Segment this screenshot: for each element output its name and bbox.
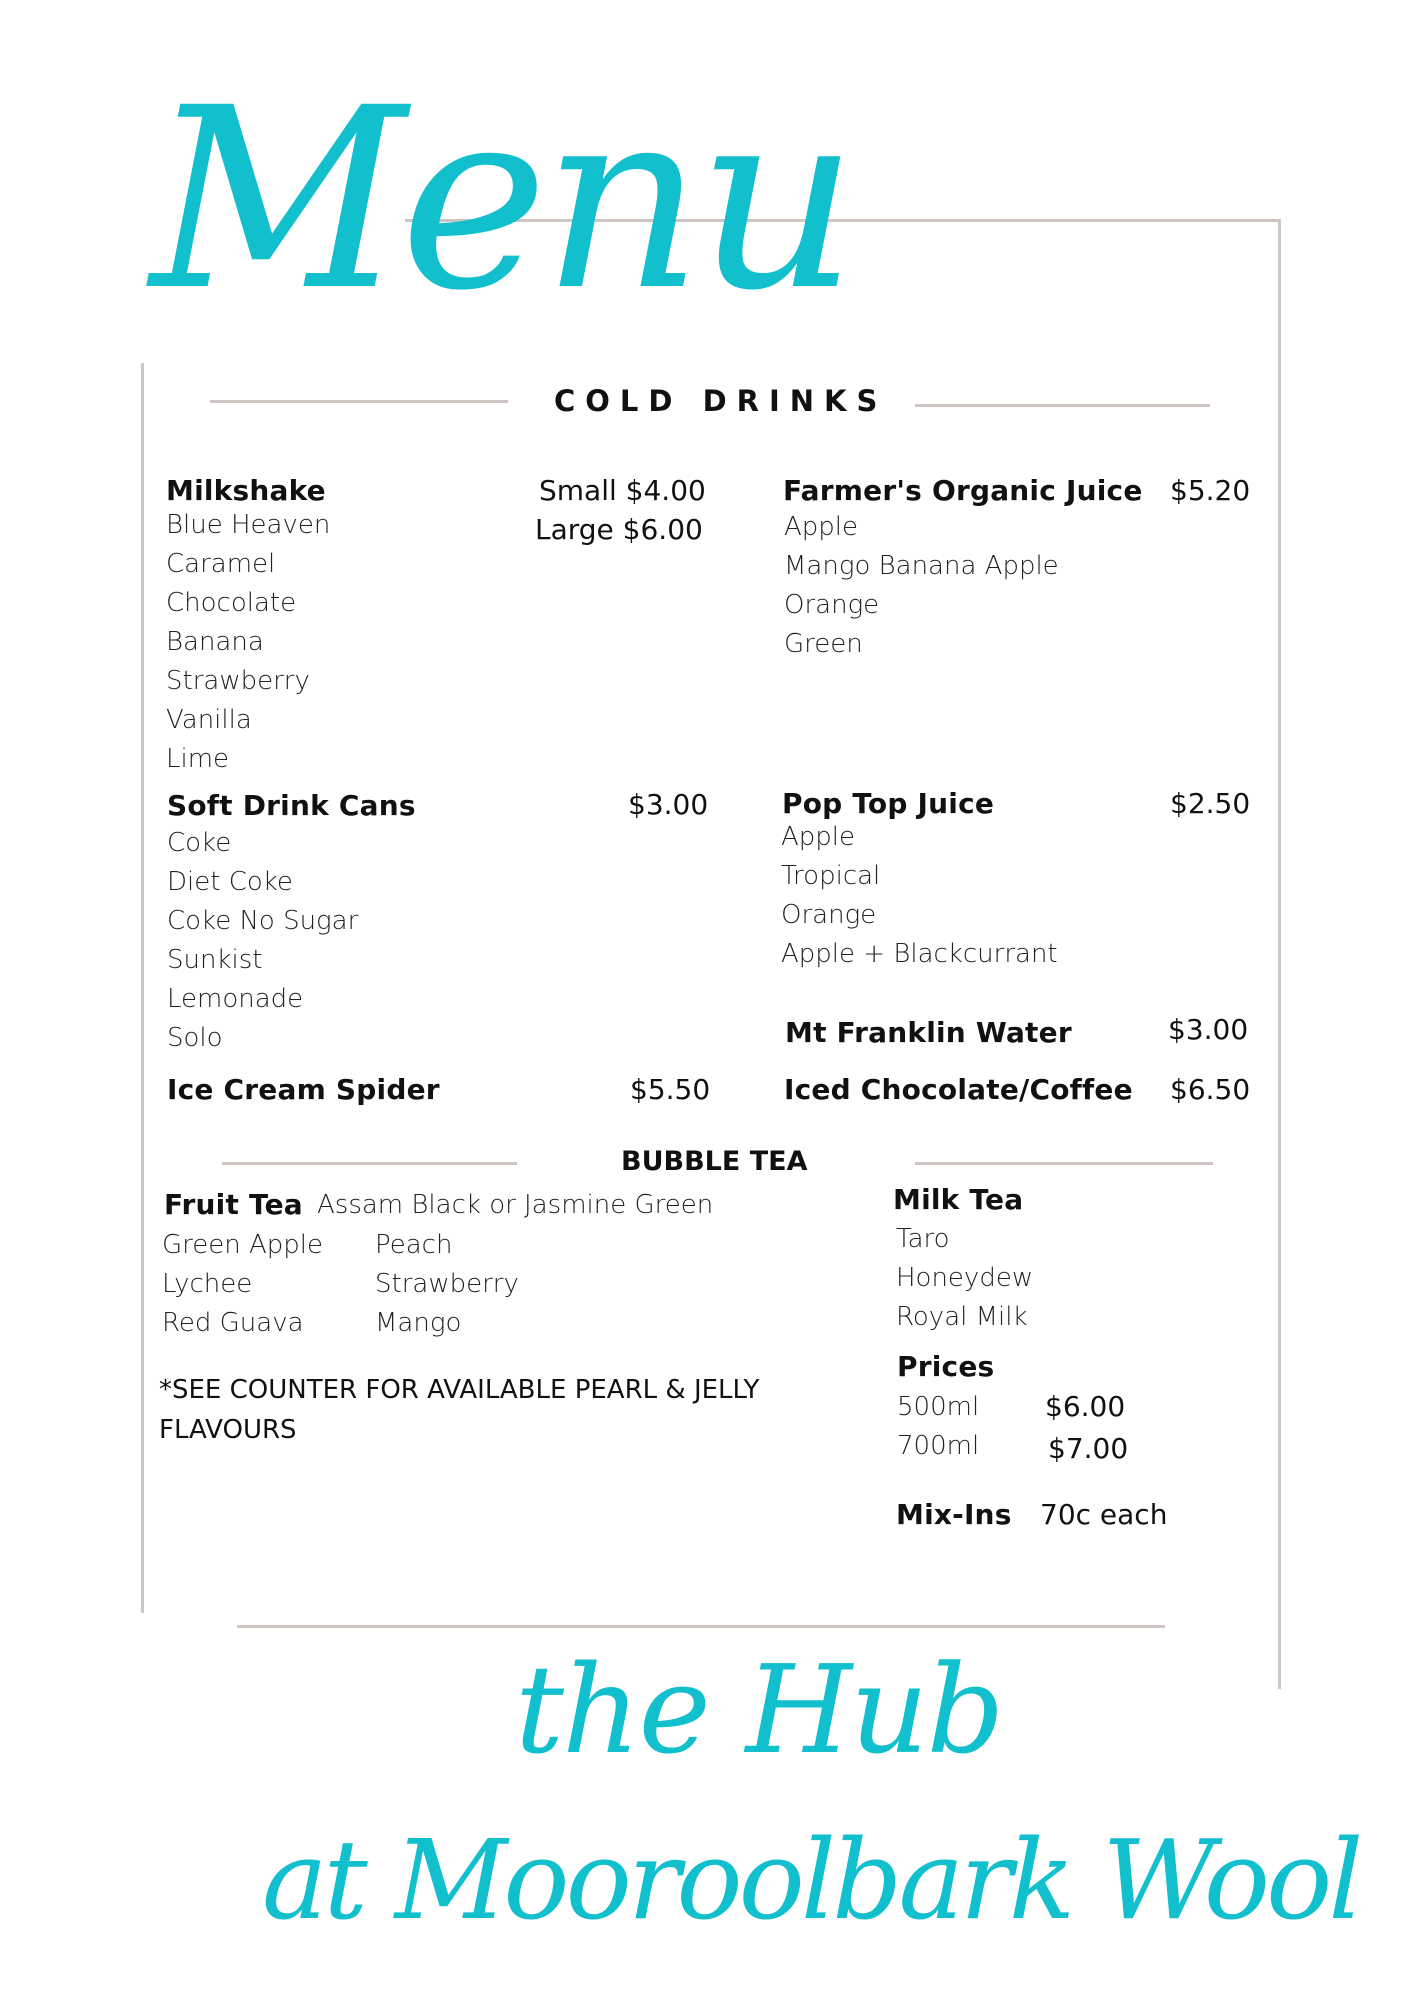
list-item: Chocolate: [166, 588, 297, 618]
footer-logo-line1: the Hub: [515, 1639, 1003, 1781]
fruit-tea-base: Assam Black or Jasmine Green: [317, 1190, 714, 1220]
price-value: $7.00: [1048, 1432, 1129, 1465]
bubble-tea-rule-left: [222, 1162, 517, 1165]
footer-logo-line2: at Mooroolbark Wool: [262, 1816, 1360, 1944]
mt-franklin-heading: Mt Franklin Water: [785, 1016, 1072, 1049]
cold-drinks-rule-left: [210, 400, 508, 403]
iced-choc-price: $6.50: [1170, 1073, 1251, 1106]
mix-ins-label: Mix-Ins: [896, 1498, 1012, 1531]
farmers-juice-price: $5.20: [1170, 474, 1251, 507]
milkshake-price-small: Small $4.00: [539, 474, 706, 507]
list-item: Diet Coke: [167, 867, 293, 897]
list-item: Green: [784, 629, 863, 659]
list-item: Blue Heaven: [166, 510, 331, 540]
farmers-juice-heading: Farmer's Organic Juice: [783, 474, 1143, 507]
list-item: Apple: [784, 512, 859, 542]
list-item: Banana: [166, 627, 264, 657]
list-item: Tropical: [781, 861, 881, 891]
cold-drinks-rule-right: [915, 404, 1210, 407]
bubble-tea-title: BUBBLE TEA: [621, 1146, 808, 1177]
list-item: Vanilla: [166, 705, 252, 735]
soft-drink-cans-price: $3.00: [628, 788, 709, 821]
soft-drink-cans-heading: Soft Drink Cans: [167, 789, 416, 822]
list-item: Green Apple: [162, 1230, 324, 1260]
price-size: 700ml: [897, 1431, 980, 1461]
prices-heading: Prices: [897, 1350, 995, 1383]
list-item: Mango: [375, 1308, 462, 1338]
mt-franklin-price: $3.00: [1168, 1013, 1249, 1046]
list-item: Apple: [781, 822, 856, 852]
fruit-tea-heading: Fruit Tea: [164, 1188, 303, 1221]
list-item: Taro: [896, 1224, 950, 1254]
list-item: Peach: [375, 1230, 453, 1260]
frame-left-line: [141, 363, 144, 1613]
bubble-tea-rule-right: [915, 1162, 1213, 1165]
price-size: 500ml: [897, 1392, 980, 1422]
list-item: Honeydew: [896, 1263, 1034, 1293]
mix-ins-price: 70c each: [1040, 1498, 1168, 1531]
list-item: Solo: [167, 1023, 223, 1053]
list-item: Strawberry: [166, 666, 310, 696]
list-item: Sunkist: [167, 945, 263, 975]
cold-drinks-title: COLD DRINKS: [554, 384, 888, 418]
frame-bottom-line: [237, 1625, 1165, 1628]
iced-choc-heading: Iced Chocolate/Coffee: [784, 1073, 1133, 1106]
list-item: Orange: [781, 900, 877, 930]
list-item: Strawberry: [375, 1269, 519, 1299]
list-item: Lychee: [162, 1269, 253, 1299]
list-item: Lemonade: [167, 984, 304, 1014]
price-value: $6.00: [1045, 1390, 1126, 1423]
milk-tea-heading: Milk Tea: [893, 1183, 1024, 1216]
pearl-jelly-note: *SEE COUNTER FOR AVAILABLE PEARL & JELLY FLAVOURS: [159, 1375, 760, 1445]
ice-cream-spider-heading: Ice Cream Spider: [167, 1073, 440, 1106]
ice-cream-spider-price: $5.50: [630, 1073, 711, 1106]
milkshake-heading: Milkshake: [166, 474, 326, 507]
list-item: Royal Milk: [896, 1302, 1028, 1332]
list-item: Caramel: [166, 549, 276, 579]
pop-top-juice-heading: Pop Top Juice: [782, 787, 995, 820]
milkshake-price-large: Large $6.00: [535, 513, 703, 546]
list-item: Mango Banana Apple: [784, 551, 1059, 581]
frame-right-line: [1278, 219, 1281, 1689]
menu-title: Menu: [150, 54, 852, 345]
list-item: Coke: [167, 828, 232, 858]
list-item: Coke No Sugar: [167, 906, 359, 936]
list-item: Red Guava: [162, 1308, 304, 1338]
list-item: Lime: [166, 744, 230, 774]
pop-top-juice-price: $2.50: [1170, 787, 1251, 820]
list-item: Orange: [784, 590, 880, 620]
list-item: Apple + Blackcurrant: [781, 939, 1058, 969]
